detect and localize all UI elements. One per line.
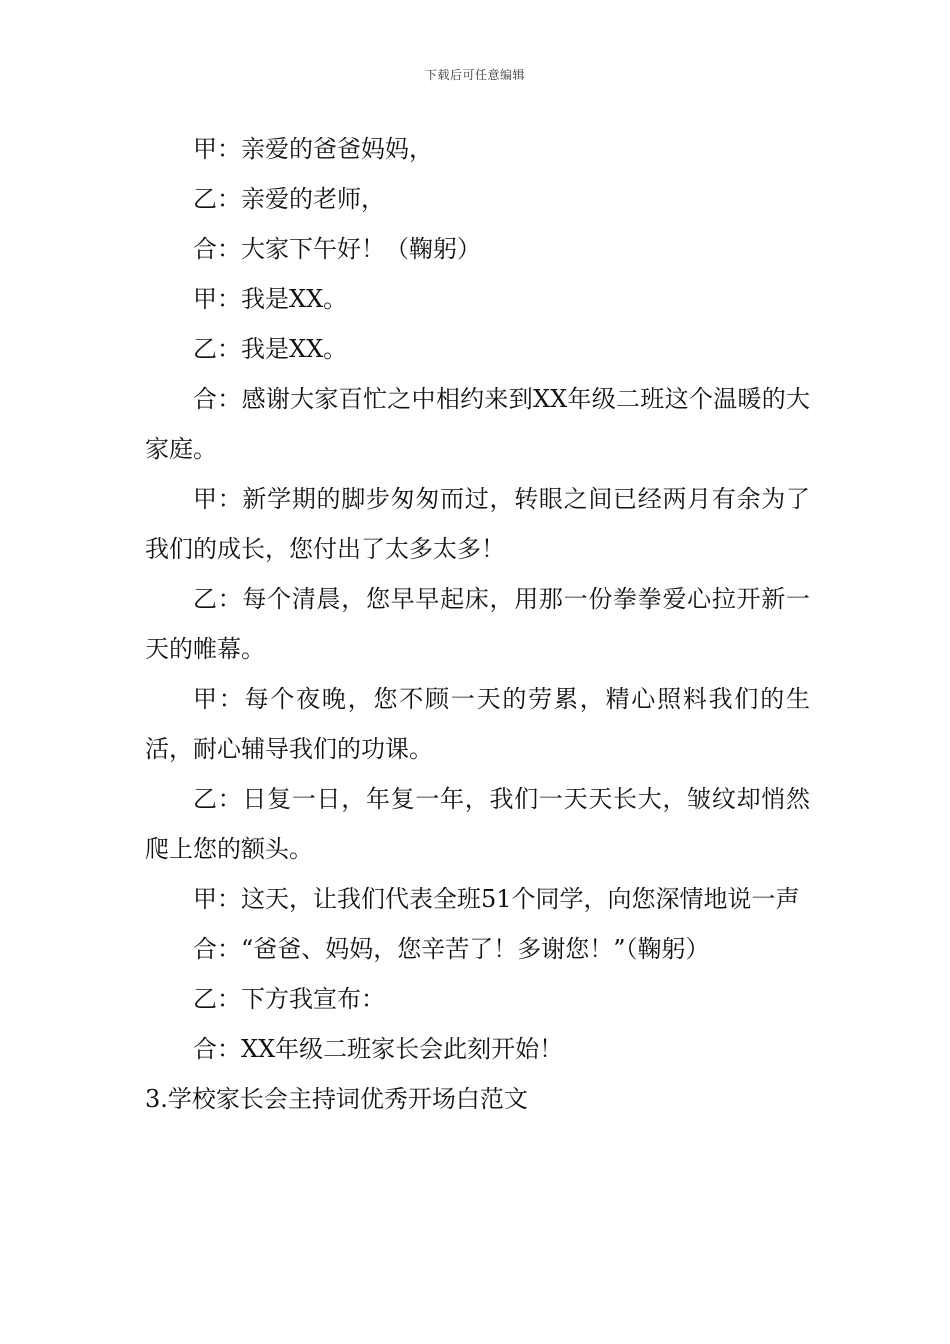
paragraph: 合：感谢大家百忙之中相约来到XX年级二班这个温暖的大家庭。 [145, 385, 810, 463]
paragraph: 乙：日复一日，年复一年，我们一天天长大，皱纹却悄然爬上您的额头。 [145, 785, 810, 863]
page-header: 下载后可任意编辑 [424, 68, 525, 82]
paragraph: 乙：每个清晨，您早早起床，用那一份拳拳爱心拉开新一天的帷幕。 [145, 585, 810, 663]
paragraph: 合：大家下午好！（鞠躬） [193, 235, 481, 263]
paragraph: 乙：亲爱的老师， [193, 185, 385, 213]
paragraph: 合：XX年级二班家长会此刻开始！ [193, 1035, 564, 1063]
paragraph: 甲：每个夜晚，您不顾一天的劳累，精心照料我们的生活，耐心辅导我们的功课。 [145, 685, 810, 763]
paragraph: 合：“爸爸、妈妈，您辛苦了！多谢您！”（鞠躬） [193, 935, 710, 963]
section-heading: 3.学校家长会主持词优秀开场白范文 [145, 1085, 528, 1113]
paragraph: 甲：这天，让我们代表全班51个同学，向您深情地说一声 [193, 885, 800, 913]
document-body [145, 124, 810, 1124]
paragraph: 甲：我是XX。 [193, 285, 348, 313]
paragraph: 乙：我是XX。 [193, 335, 348, 363]
paragraph: 甲：亲爱的爸爸妈妈， [193, 135, 433, 163]
paragraph: 乙：下方我宣布： [193, 985, 385, 1013]
paragraph: 甲：新学期的脚步匆匆而过，转眼之间已经两月有余为了我们的成长，您付出了太多太多！ [145, 485, 810, 563]
